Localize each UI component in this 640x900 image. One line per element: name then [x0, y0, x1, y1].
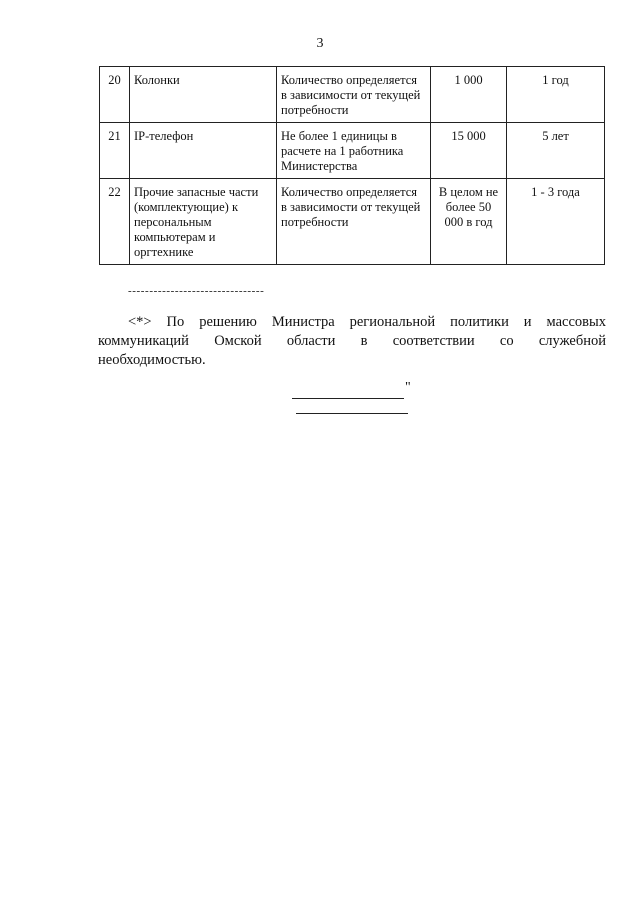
table-row [100, 67, 605, 123]
item-name: IP-телефон [130, 123, 277, 179]
item-term: 5 лет [507, 123, 605, 179]
item-price: 1 000 [431, 67, 507, 123]
row-number: 21 [100, 123, 130, 179]
item-name: Колонки [130, 67, 277, 123]
footnote-line: коммуникаций Омской области в соответствии со служебной [98, 333, 606, 349]
row-number: 20 [100, 67, 130, 123]
item-quantity: Количество определяется в зависимости от текущей потребности [277, 67, 431, 123]
footnote [98, 313, 606, 370]
footnote-separator: -------------------------------- [128, 285, 265, 297]
footnote-line: <*> По решению Министра региональной политики и массовых [128, 314, 606, 330]
item-term: 1 - 3 года [507, 179, 605, 265]
item-term: 1 год [507, 67, 605, 123]
item-price: 15 000 [431, 123, 507, 179]
table-row [100, 179, 605, 265]
signature-line [292, 398, 404, 399]
item-name: Прочие запасные части (комплектующие) к персональным компьютерам и оргтехнике [130, 179, 277, 265]
item-quantity: Не более 1 единицы в расчете на 1 работника Министерства [277, 123, 431, 179]
item-quantity: Количество определяется в зависимости от текущей потребности [277, 179, 431, 265]
item-price: В целом не более 50 000 в год [431, 179, 507, 265]
footnote-line: необходимостью. [98, 352, 206, 368]
table-row [100, 123, 605, 179]
signature-line [296, 413, 408, 414]
page-number: 3 [316, 36, 324, 51]
row-number: 22 [100, 179, 130, 265]
closing-quote: " [405, 380, 411, 395]
items-table [99, 66, 605, 265]
